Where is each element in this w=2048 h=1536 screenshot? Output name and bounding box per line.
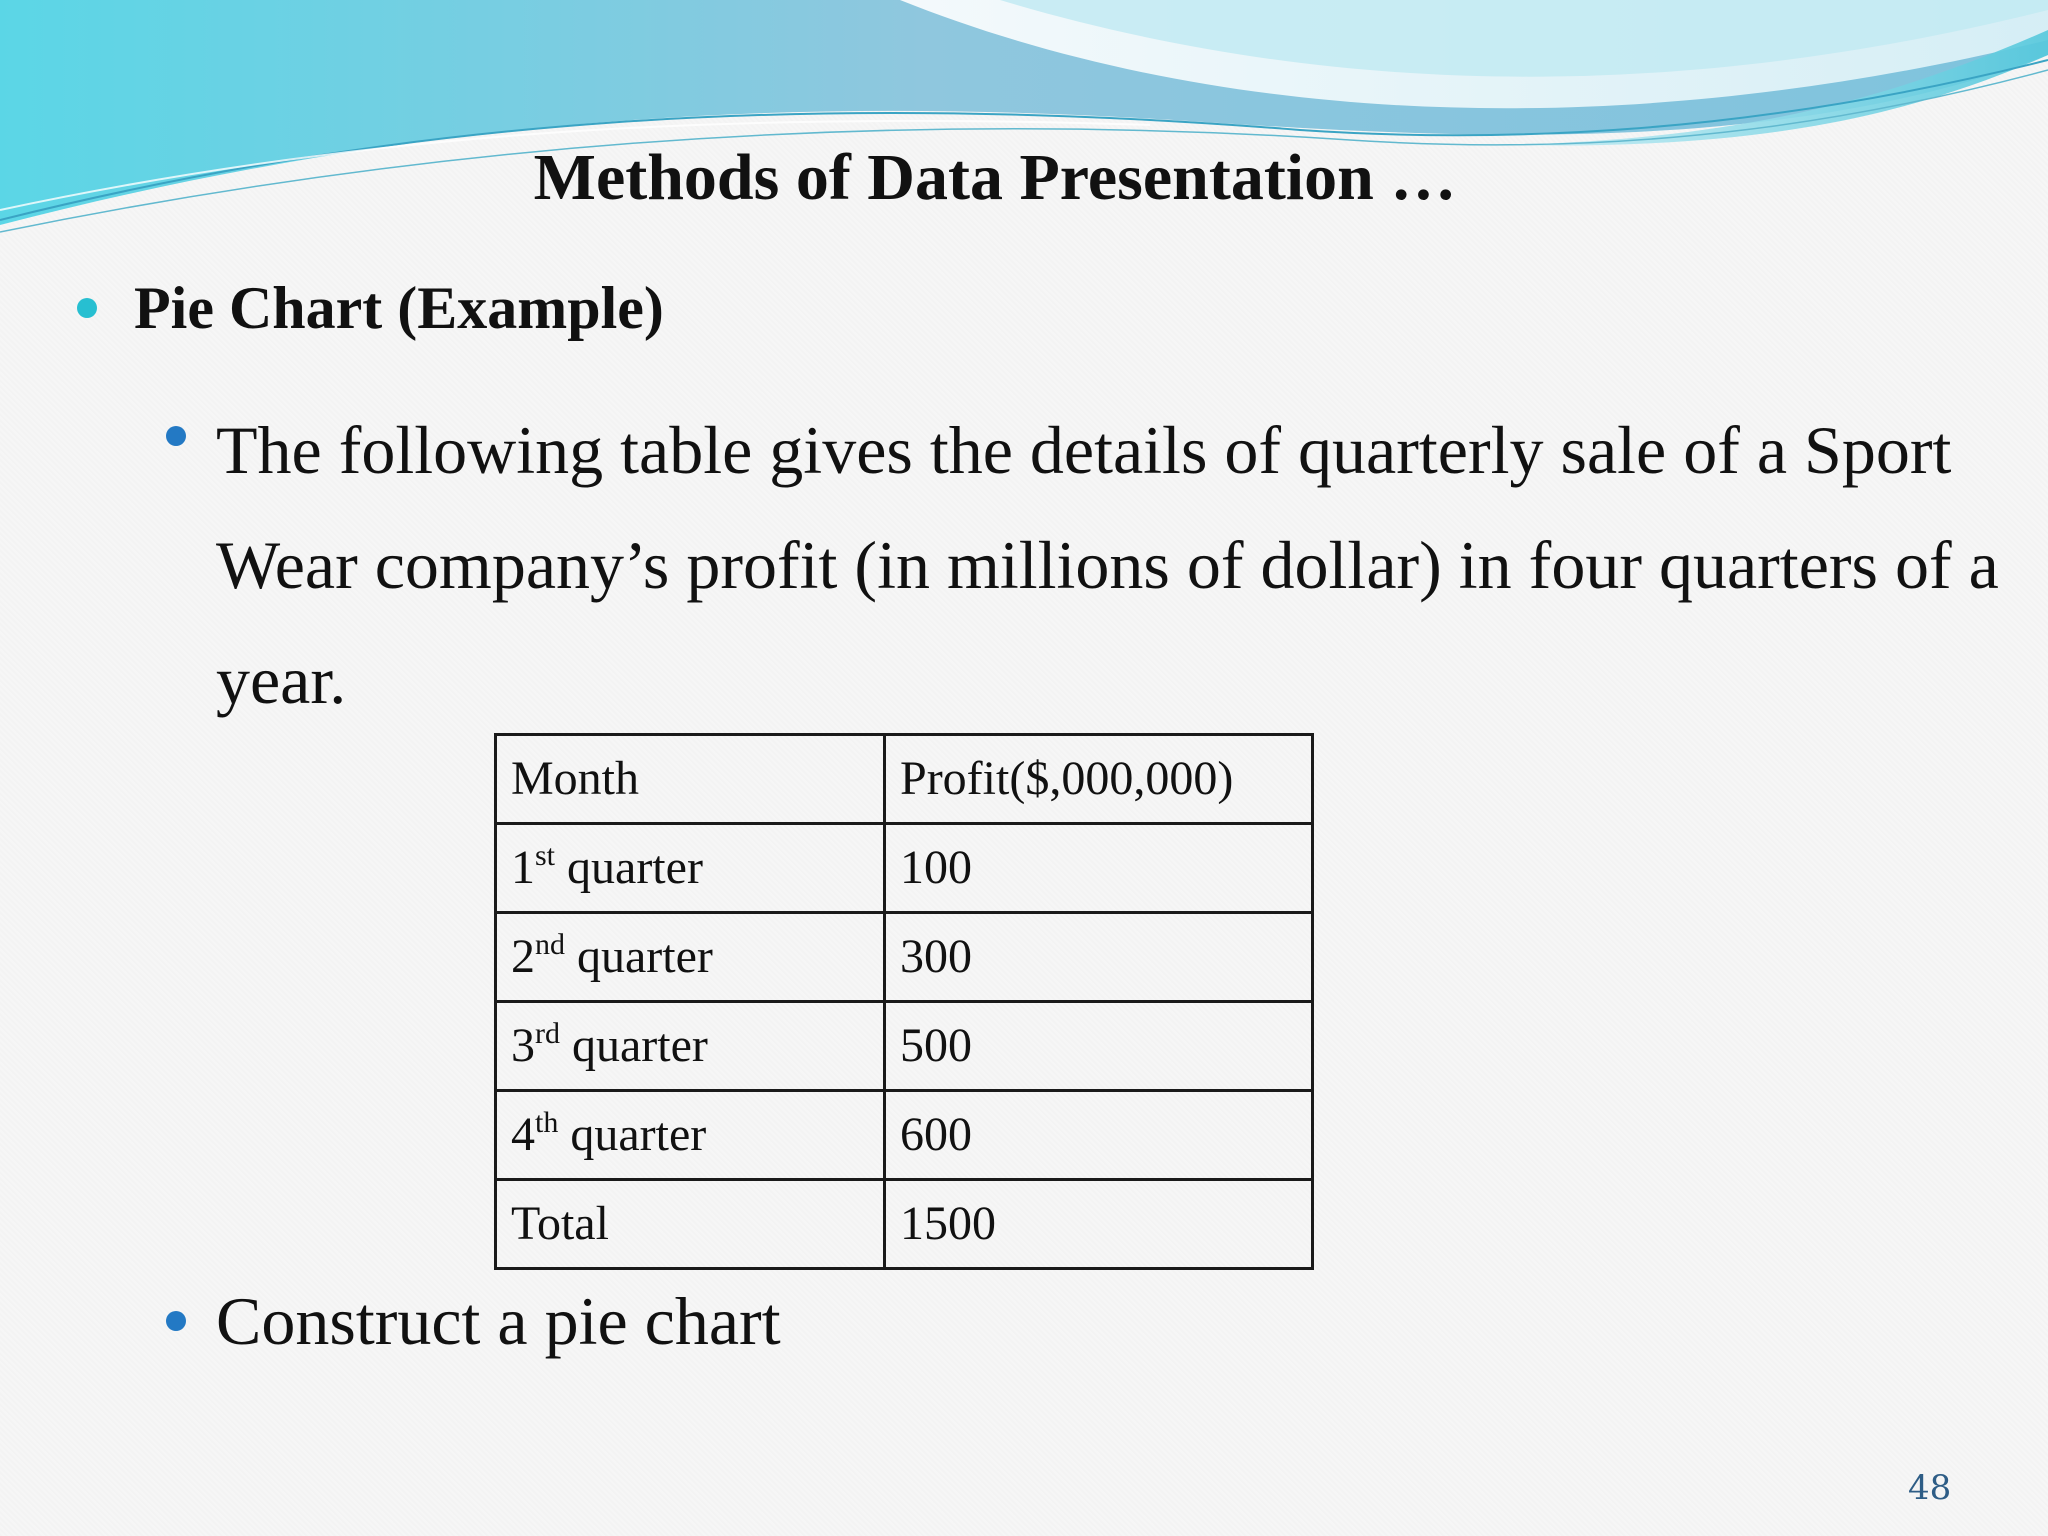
ordinal-suffix: st: [535, 839, 556, 872]
header-profit: Profit($,000,000): [885, 735, 1313, 824]
table-row: [496, 1091, 1313, 1180]
total-value-cell: 1500: [885, 1180, 1313, 1269]
header-month: Month: [496, 735, 885, 824]
row-profit-cell: 600: [885, 1091, 1313, 1180]
row-month-cell: [496, 1002, 885, 1091]
bullet-level2-icon: [166, 1311, 186, 1331]
quarter-number: 4: [511, 1108, 535, 1161]
table-header-row: [496, 735, 1313, 824]
table-total-row: [496, 1180, 1313, 1269]
slide-title: Methods of Data Presentation …: [533, 141, 1457, 214]
quarter-label: quarter: [560, 1019, 708, 1072]
instruction-text: Construct a pie chart: [216, 1283, 781, 1359]
quarter-number: 3: [511, 1019, 535, 1072]
table-row: [496, 1002, 1313, 1091]
table-row: [496, 913, 1313, 1002]
quarter-number: 1: [511, 841, 535, 894]
row-month-cell: [496, 824, 885, 913]
total-label-cell: Total: [496, 1180, 885, 1269]
description-paragraph: The following table gives the details of quarterly sale of a Sport Wear company’s profit (in millions of dollar) in four quarters of a year.: [216, 412, 1999, 718]
quarter-label: quarter: [555, 841, 703, 894]
quarter-label: quarter: [565, 930, 713, 983]
bullet-level2-icon: [166, 426, 186, 446]
quarterly-profit-table: [494, 733, 1314, 1270]
row-month-cell: [496, 1091, 885, 1180]
subheading-pie-chart-example: Pie Chart (Example): [134, 275, 664, 341]
bullet-level1-icon: [77, 298, 97, 318]
table-row: [496, 824, 1313, 913]
quarter-number: 2: [511, 930, 535, 983]
row-profit-cell: 100: [885, 824, 1313, 913]
ordinal-suffix: nd: [535, 928, 565, 961]
ordinal-suffix: th: [535, 1106, 559, 1139]
row-month-cell: [496, 913, 885, 1002]
row-profit-cell: 500: [885, 1002, 1313, 1091]
row-profit-cell: 300: [885, 913, 1313, 1002]
ordinal-suffix: rd: [535, 1017, 560, 1050]
page-number: 48: [1908, 1468, 1952, 1508]
quarter-label: quarter: [558, 1108, 707, 1161]
